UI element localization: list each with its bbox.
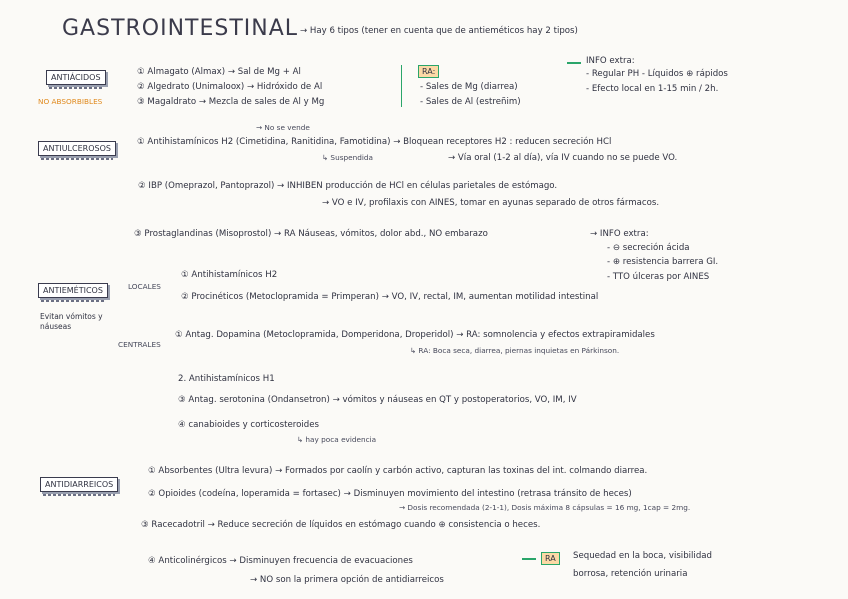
antidiarreicos-line-1: ① Absorbentes (Ultra levura) → Formados por caolín y carbón activo, capturan las toxinas del int. colmando diarrea. [148, 466, 648, 476]
antidiarreicos-ra-text: Sequedad en la boca, visibilidad [573, 551, 712, 561]
antiemeticos-central-2: 2. Antihistamínicos H1 [178, 374, 275, 384]
antiacidos-info-line [567, 62, 581, 64]
antiacidos-info-line-2: - Efecto local en 1-15 min / 2h. [586, 84, 719, 94]
antidiarreicos-line-4b: → NO son la primera opción de antidiarreicos [250, 575, 444, 585]
antidiarreicos-line-3: ③ Racecadotril → Reduce secreción de líquidos en estómago cuando ⊕ consistencia o heces. [141, 520, 541, 530]
page-title: GASTROINTESTINAL [62, 16, 299, 41]
antiemeticos-poca-evidencia: ↳ hay poca evidencia [297, 435, 377, 444]
antiacidos-ra: RA: [418, 65, 439, 78]
antiacidos-info-title: INFO extra: [586, 56, 635, 66]
page-subtitle: → Hay 6 tipos (tener en cuenta que de antieméticos hay 2 tipos) [300, 26, 578, 36]
locales-label: LOCALES [128, 282, 161, 291]
antidiarreicos-line-4: ④ Anticolinérgicos → Disminuyen frecuencia de evacuaciones [148, 556, 413, 566]
antiulcerosos-line-2: ② IBP (Omeprazol, Pantoprazol) → INHIBEN producción de HCl en células parietales de estómago. [138, 181, 558, 191]
antiacidos-ra-line-1: - Sales de Mg (diarrea) [420, 82, 518, 92]
antidiarreicos-ra-line [522, 558, 536, 560]
antiemeticos-central-ra: ↳ RA: Boca seca, diarrea, piernas inquietas en Párkinson. [410, 346, 620, 355]
antiulcerosos-info-line-3: - TTO úlceras por AINES [607, 272, 710, 282]
antiulcerosos-line-3: ③ Prostaglandinas (Misoprostol) → RA Náuseas, vómitos, dolor abd., NO embarazo [134, 229, 488, 239]
antiacidos-info-line-1: - Regular PH - Líquidos ⊕ rápidos [586, 69, 728, 79]
antidiarreicos-line-2: ② Opioides (codeína, loperamida = fortasec) → Disminuyen movimiento del intestino (retrasa tránsito de heces) [148, 489, 632, 499]
section-antiemeticos: ANTIEMÉTICOS [38, 283, 108, 298]
antiemeticos-central-1: ① Antag. Dopamina (Metoclopramida, Domperidona, Droperidol) → RA: somnolencia y efectos extrapiramidales [175, 330, 655, 340]
antiacidos-bracket [401, 65, 402, 107]
antiemeticos-local-1: ① Antihistamínicos H2 [181, 270, 278, 280]
antiacidos-item-1: ① Almagato (Almax) → Sal de Mg + Al [137, 67, 301, 77]
antiulcerosos-line-1b: → Vía oral (1-2 al día), vía IV cuando no se puede VO. [448, 153, 678, 163]
antiulcerosos-info-line-1: - ⊖ secreción ácida [607, 243, 690, 253]
no-absorbibles-label: NO ABSORBIBLES [38, 97, 103, 106]
antidiarreicos-ra-text-2: borrosa, retención urinaria [573, 569, 688, 579]
antidiarreicos-ra: RA [541, 552, 560, 565]
antiulcerosos-line-1: ① Antihistamínicos H2 (Cimetidina, Ranitidina, Famotidina) → Bloquean receptores H2 : reducen secreción HCl [137, 137, 612, 147]
antiemeticos-central-4: ④ canabioides y corticosteroides [178, 420, 319, 430]
antiulcerosos-info-line-2: - ⊕ resistencia barrera GI. [607, 257, 719, 267]
antiulcerosos-note-top: → No se vende [256, 123, 310, 132]
antidiarreicos-line-2b: → Dosis recomendada (2-1-1), Dosis máxima 8 cápsulas = 16 mg, 1cap = 2mg. [399, 503, 691, 512]
antiacidos-item-3: ③ Magaldrato → Mezcla de sales de Al y Mg [137, 97, 325, 107]
antiacidos-ra-line-2: - Sales de Al (estreñim) [420, 97, 521, 107]
section-antiacidos: ANTIÁCIDOS [46, 70, 106, 85]
centrales-label: CENTRALES [118, 340, 161, 349]
antiemeticos-note: Evitan vómitos y náuseas [40, 312, 103, 331]
section-antiulcerosos: ANTIULCEROSOS [38, 141, 116, 156]
antiemeticos-central-3: ③ Antag. serotonina (Ondansetron) → vómitos y náuseas en QT y postoperatorios, VO, IM, IV [178, 395, 577, 405]
antiemeticos-local-2: ② Procinéticos (Metoclopramida = Primperan) → VO, IV, rectal, IM, aumentan motilidad intestinal [181, 292, 599, 302]
antiulcerosos-note-bottom: ↳ Suspendida [322, 153, 373, 162]
antiacidos-item-2: ② Algedrato (Unimaloox) → Hidróxido de Al [137, 82, 323, 92]
antiulcerosos-line-2b: → VO e IV, profilaxis con AINES, tomar en ayunas separado de otros fármacos. [322, 198, 660, 208]
antiulcerosos-info-title: → INFO extra: [590, 229, 649, 239]
section-antidiarreicos: ANTIDIARREICOS [40, 477, 118, 492]
